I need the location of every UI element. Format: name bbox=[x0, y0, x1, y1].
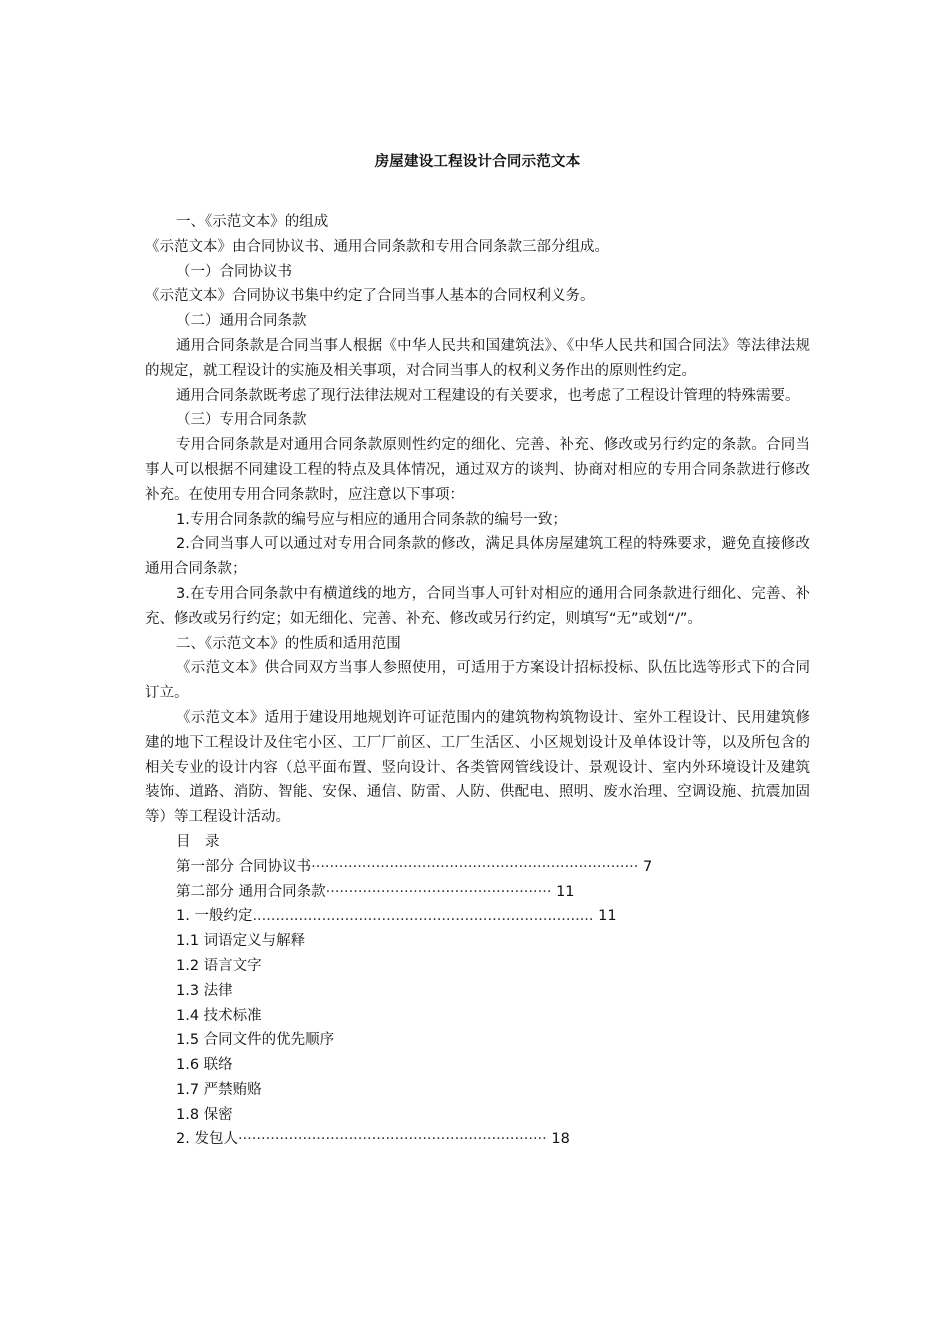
toc-entry[interactable] bbox=[176, 979, 810, 1004]
toc-entry-label: 1. 一般约定 bbox=[176, 908, 253, 925]
body-paragraph: 2.合同当事人可以通过对专用合同条款的修改，满足具体房屋建筑工程的特殊要求，避免直接修改通用合同条款； bbox=[145, 536, 810, 578]
toc-entry[interactable] bbox=[176, 904, 810, 929]
body-paragraph: 一、《示范文本》的组成 bbox=[176, 214, 329, 230]
toc-entry-page-number: 11 bbox=[598, 908, 617, 925]
body-paragraph: 通用合同条款是合同当事人根据《中华人民共和国建筑法》、《中华人民共和国合同法》等法律法规的规定，就工程设计的实施及相关事项，对合同当事人的权利义务作出的原则性约定。 bbox=[145, 337, 810, 379]
toc-entry[interactable] bbox=[176, 1053, 810, 1078]
body-paragraph: 1.专用合同条款的编号应与相应的通用合同条款的编号一致； bbox=[176, 511, 567, 528]
toc-entry-page-number: 11 bbox=[556, 883, 575, 900]
toc-entry[interactable] bbox=[176, 1004, 810, 1029]
toc-entry-leader-dots: ················································· bbox=[325, 883, 552, 900]
body-paragraph: （三）专用合同条款 bbox=[176, 412, 307, 429]
toc-entry-label: 1.7 严禁贿赂 bbox=[176, 1081, 262, 1098]
toc-entry[interactable] bbox=[176, 1078, 810, 1103]
toc-entry[interactable] bbox=[176, 954, 810, 979]
toc-entry-page-number: 18 bbox=[551, 1131, 570, 1148]
body-paragraph: 通用合同条款既考虑了现行法律法规对工程建设的有关要求，也考虑了工程设计管理的特殊需要。 bbox=[176, 387, 800, 404]
table-of-contents bbox=[145, 855, 810, 1153]
toc-entry[interactable] bbox=[176, 929, 810, 954]
document-title: 房屋建设工程设计合同示范文本 bbox=[374, 154, 581, 170]
toc-entry-label: 1.2 语言文字 bbox=[176, 957, 262, 974]
body-paragraph: 《示范文本》合同协议书集中约定了合同当事人基本的合同权利义务。 bbox=[145, 288, 595, 305]
toc-entry[interactable] bbox=[176, 880, 810, 905]
toc-entry-label: 1.1 词语定义与解释 bbox=[176, 933, 306, 950]
document-body bbox=[145, 210, 810, 830]
toc-entry-leader-dots: ······································································· bbox=[311, 858, 639, 875]
toc-entry-label: 1.6 联络 bbox=[176, 1057, 233, 1074]
toc-entry-leader-dots: ··································································· bbox=[237, 1131, 547, 1148]
toc-entry-page-number: 7 bbox=[642, 858, 653, 875]
toc-entry-label: 1.5 合同文件的优先顺序 bbox=[176, 1032, 335, 1049]
toc-entry-label: 第二部分 通用合同条款 bbox=[176, 883, 326, 900]
body-paragraph: 《示范文本》由合同协议书、通用合同条款和专用合同条款三部分组成。 bbox=[145, 238, 609, 255]
toc-entry-label: 1.8 保密 bbox=[176, 1106, 233, 1123]
body-paragraph: 《示范文本》适用于建设用地规划许可证范围内的建筑物构筑物设计、室外工程设计、民用建筑修建的地下工程设计及住宅小区、工厂厂前区、工厂生活区、小区规划设计及单体设计等，以及所包含的相关专业的设计内容（总平面布置、竖向设计、各类管网管线设计、景观设计、室内外环境设计及建筑装饰、道路、消防、智能、安保、通信、防雷、人防、供配电、照明、废水治理、空调设施、抗震加固等）等工程设计活动。 bbox=[145, 709, 810, 826]
toc-entry-label: 1.3 法律 bbox=[176, 982, 233, 999]
body-paragraph: （二）通用合同条款 bbox=[176, 313, 307, 330]
body-paragraph: 二、《示范文本》的性质和适用范围 bbox=[176, 635, 401, 652]
toc-entry-label: 第一部分 合同协议书 bbox=[176, 858, 312, 875]
body-paragraph: （一）合同协议书 bbox=[176, 263, 292, 280]
body-paragraph: 专用合同条款是对通用合同条款原则性约定的细化、完善、补充、修改或另行约定的条款。合同当事人可以根据不同建设工程的特点及具体情况，通过双方的谈判、协商对相应的专用合同条款进行修改补充。在使用专用合同条款时，应注意以下事项： bbox=[145, 437, 810, 503]
toc-entry[interactable] bbox=[176, 1103, 810, 1128]
toc-entry[interactable] bbox=[176, 1028, 810, 1053]
toc-entry-label: 1.4 技术标准 bbox=[176, 1007, 262, 1024]
toc-heading: 目 录 bbox=[176, 833, 220, 850]
toc-entry[interactable] bbox=[176, 1127, 810, 1152]
body-paragraph: 3.在专用合同条款中有横道线的地方，合同当事人可针对相应的通用合同条款进行细化、完善、补充、修改或另行约定；如无细化、完善、补充、修改或另行约定，则填写“无”或划“/”。 bbox=[145, 585, 810, 627]
body-paragraph: 《示范文本》供合同双方当事人参照使用，可适用于方案设计招标投标、队伍比选等形式下的合同订立。 bbox=[145, 660, 810, 702]
toc-entry[interactable] bbox=[176, 855, 810, 880]
document-page bbox=[145, 150, 810, 1152]
toc-entry-label: 2. 发包人 bbox=[176, 1131, 238, 1148]
toc-entry-leader-dots: .......................................................................... bbox=[252, 908, 594, 925]
